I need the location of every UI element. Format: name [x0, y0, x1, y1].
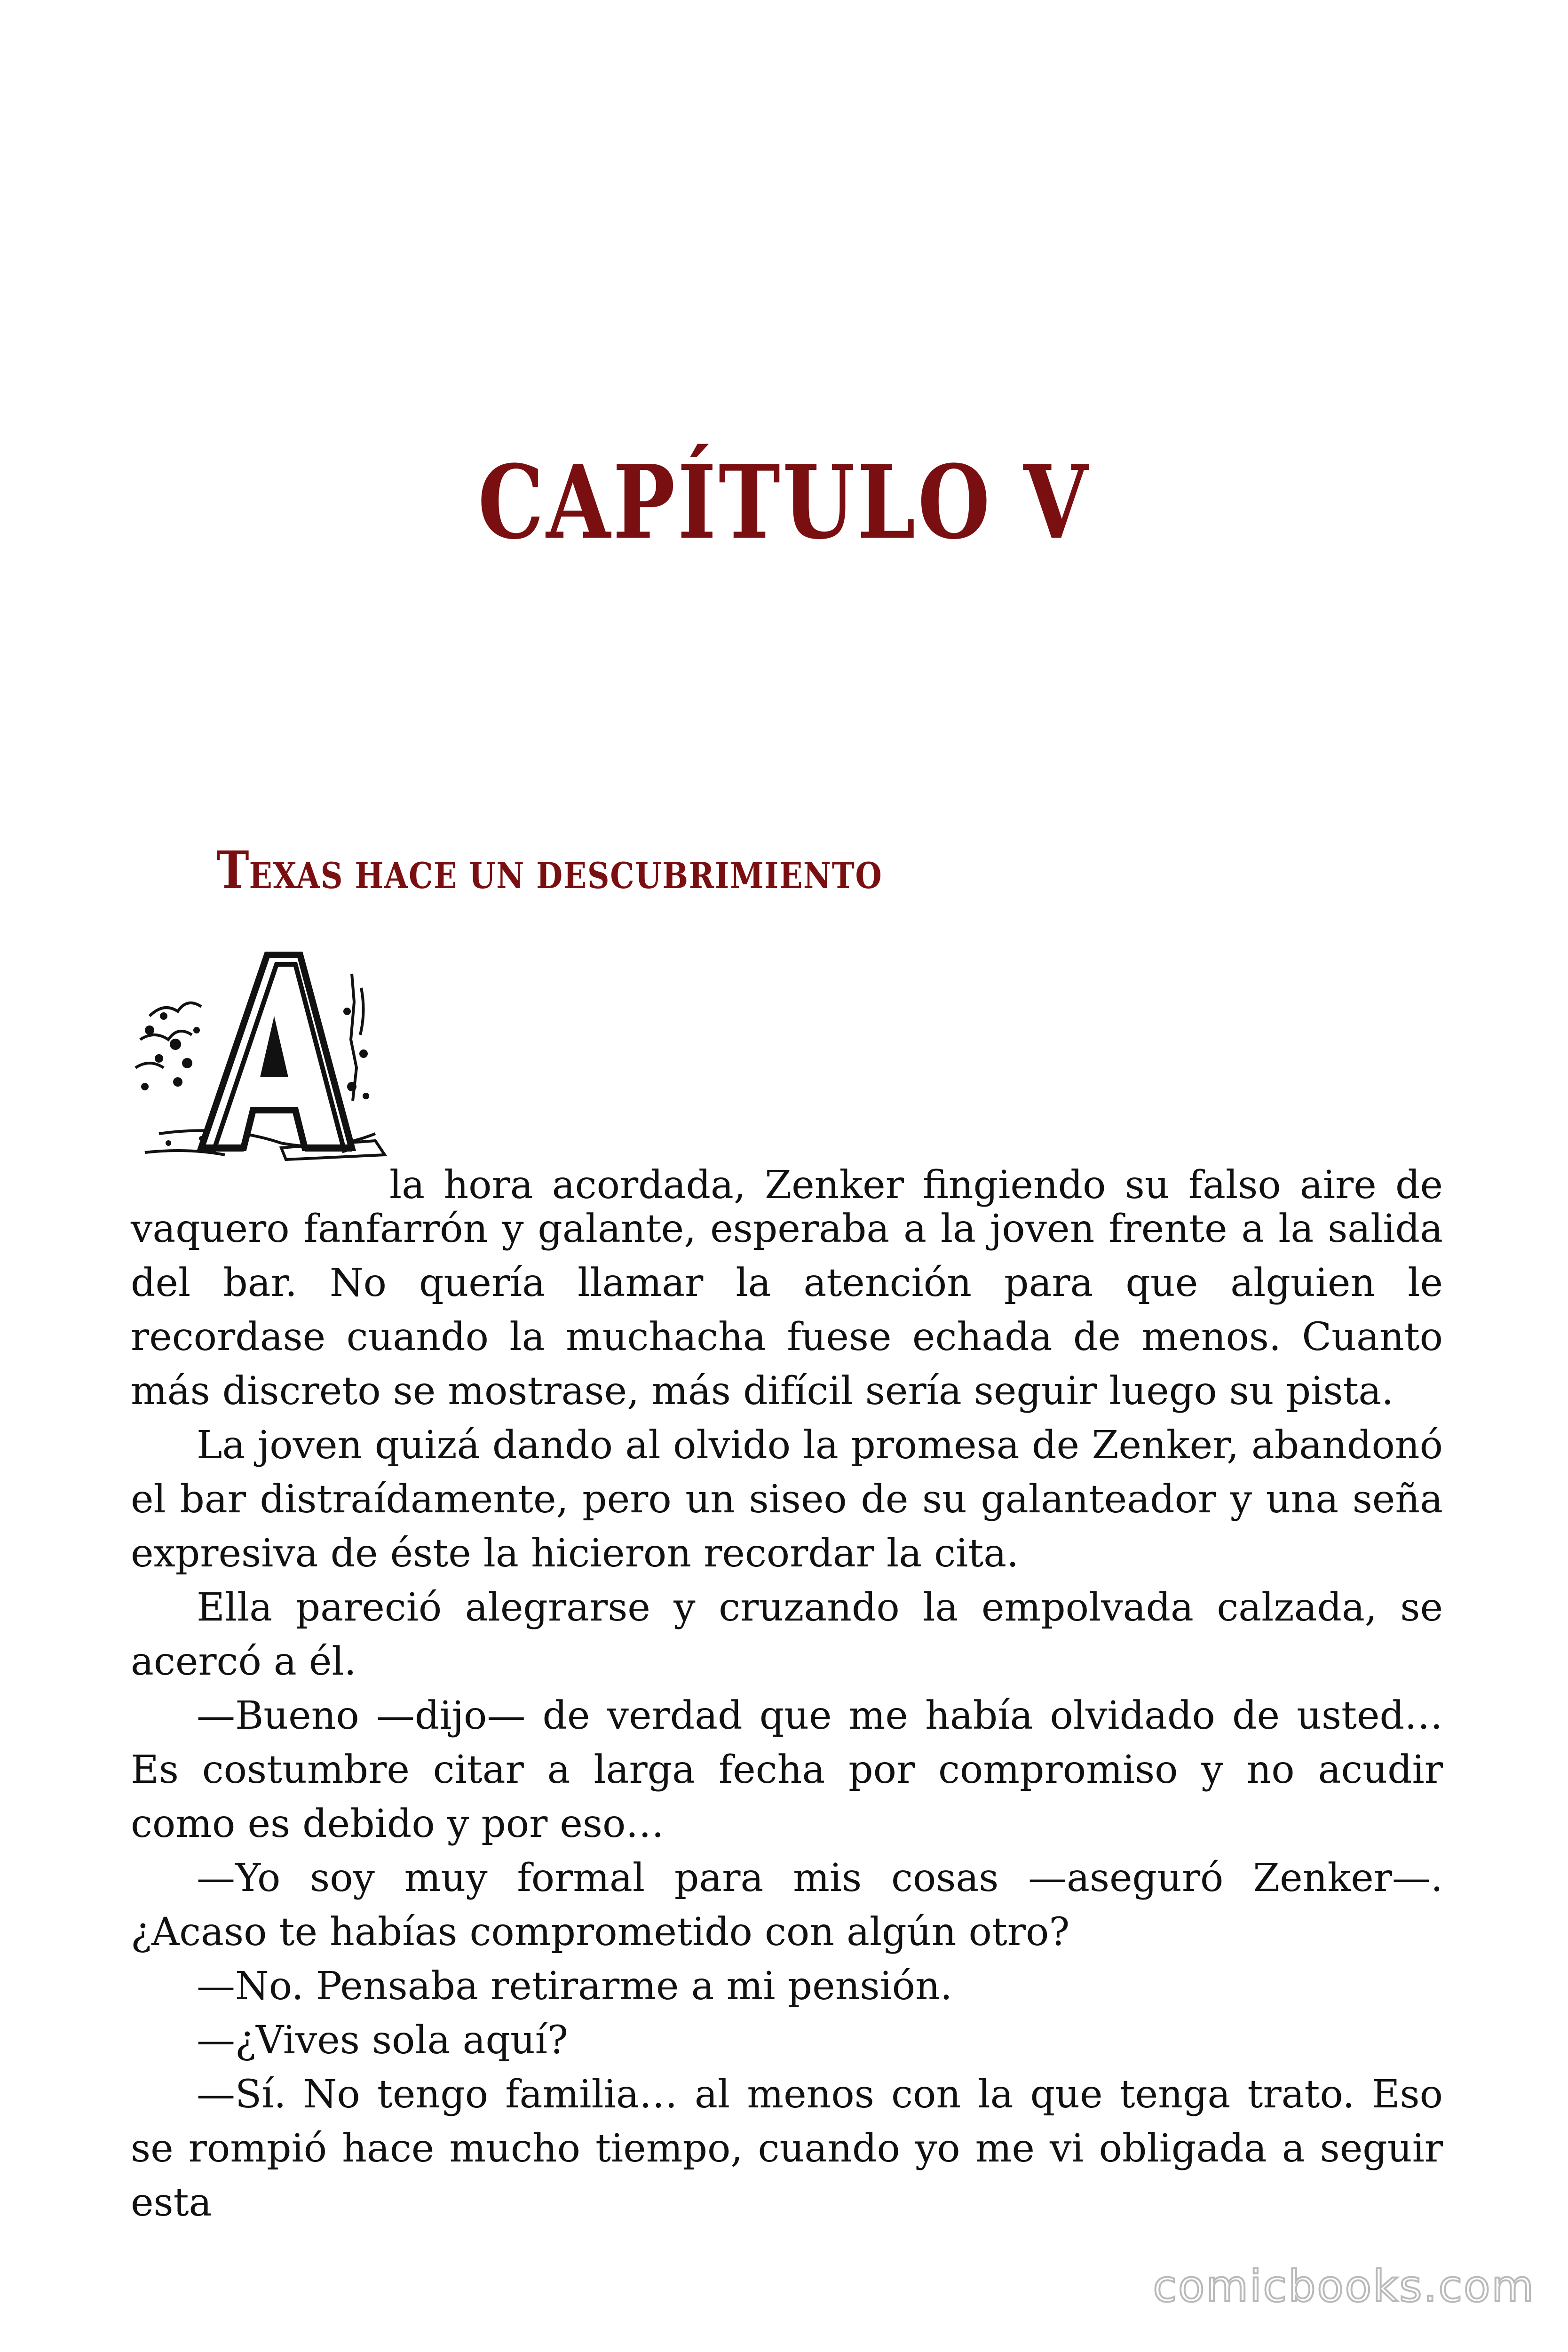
watermark: comicbooks.com [1153, 2261, 1535, 2312]
first-line: la hora acordada, Zenker fingiendo su falso aire de [389, 1163, 1443, 1208]
paragraph-4: —Bueno —dijo— de verdad que me había olvidado de usted… Es costumbre citar a larga fecha por compromiso y no acudir como es debido y por eso… [131, 1693, 1443, 1846]
paragraph-1: vaquero fanfarrón y galante, esperaba a la joven frente a la salida del bar. No quería llamar la atención para que alguien le recordase cuando la muchacha fuese echada de menos. Cuanto más discreto se mostrase, más difícil sería seguir luego su pista. [131, 1207, 1443, 1414]
paragraph-7: —¿Vives sola aquí? [197, 2018, 568, 2063]
chapter-title: CAPÍTULO V [478, 443, 1090, 562]
body-text [131, 1158, 1443, 2230]
drop-cap-illustration [131, 946, 394, 1181]
subtitle-initial: T [216, 840, 249, 900]
subtitle-rest: EXAS HACE UN DESCUBRIMIENTO [249, 855, 883, 897]
paragraph-6: —No. Pensaba retirarme a mi pensión. [197, 1964, 952, 2009]
paragraph-3: Ella pareció alegrarse y cruzando la empolvada calzada, se acercó a él. [131, 1585, 1443, 1684]
section-subtitle [216, 840, 883, 900]
paragraph-8: —Sí. No tengo familia… al menos con la que tenga trato. Eso se rompió hace mucho tiempo, cuando yo me vi obligada a seguir esta [131, 2072, 1443, 2225]
paragraph-5: —Yo soy muy formal para mis cosas —aseguró Zenker—. ¿Acaso te habías comprometido con algún otro? [131, 1856, 1443, 1955]
paragraph-2: La joven quizá dando al olvido la promesa de Zenker, abandonó el bar distraídamente, pero un siseo de su galanteador y una seña expresiva de éste la hicieron recordar la cita. [131, 1423, 1443, 1576]
